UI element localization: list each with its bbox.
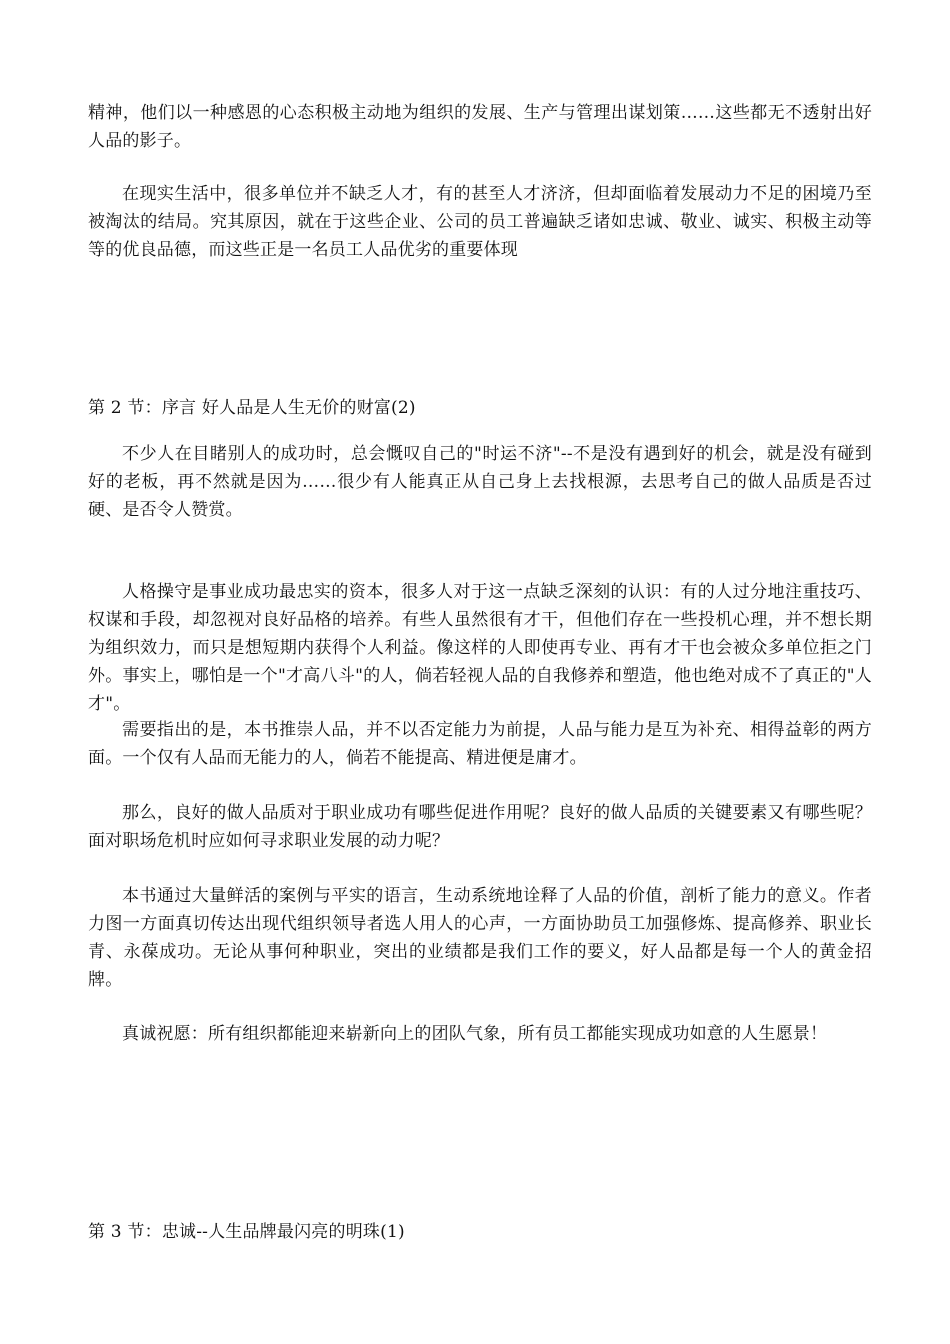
- paragraph: 需要指出的是，本书推崇人品，并不以否定能力为前提，人品与能力是互为补充、相得益彰的两方面。一个仅有人品而无能力的人，倘若不能提高、精进便是庸才。: [88, 720, 872, 768]
- paragraph: 那么，良好的做人品质对于职业成功有哪些促进作用呢？良好的做人品质的关键要素又有哪些呢？面对职场危机时应如何寻求职业发展的动力呢？: [88, 803, 872, 851]
- paragraph: 真诚祝愿：所有组织都能迎来崭新向上的团队气象，所有员工都能实现成功如意的人生愿景！: [122, 1024, 828, 1044]
- paragraph: 在现实生活中，很多单位并不缺乏人才，有的甚至人才济济，但却面临着发展动力不足的困境乃至被淘汰的结局。究其原因，就在于这些企业、公司的员工普遍缺乏诸如忠诚、敬业、诚实、积极主动等等的优良品德，而这些正是一名员工人品优劣的重要体现: [88, 184, 872, 260]
- section-heading: 第 3 节：忠诚--人生品牌最闪亮的明珠(1): [88, 1222, 405, 1242]
- paragraph: 本书通过大量鲜活的案例与平实的语言，生动系统地诠释了人品的价值，剖析了能力的意义。作者力图一方面真切传达出现代组织领导者选人用人的心声，一方面协助员工加强修炼、提高修养、职业长青、永葆成功。无论从事何种职业，突出的业绩都是我们工作的要义，好人品都是每一个人的黄金招牌。: [88, 886, 872, 990]
- paragraph: 不少人在目睹别人的成功时，总会慨叹自己的"时运不济"--不是没有遇到好的机会，就是没有碰到好的老板，再不然就是因为……很少有人能真正从自己身上去找根源，去思考自己的做人品质是否过硬、是否令人赞赏。: [88, 444, 872, 520]
- paragraph: 人格操守是事业成功最忠实的资本，很多人对于这一点缺乏深刻的认识：有的人过分地注重技巧、权谋和手段，却忽视对良好品格的培养。有些人虽然很有才干，但他们存在一些投机心理，并不想长期为组织效力，而只是想短期内获得个人利益。像这样的人即使再专业、再有才干也会被众多单位拒之门外。事实上，哪怕是一个"才高八斗"的人，倘若轻视人品的自我修养和塑造，他也绝对成不了真正的"人才"。: [88, 582, 872, 714]
- paragraph-continued: 精神，他们以一种感恩的心态积极主动地为组织的发展、生产与管理出谋划策……这些都无不透射出好人品的影子。: [88, 103, 872, 151]
- section-heading: 第 2 节：序言 好人品是人生无价的财富(2): [88, 398, 416, 418]
